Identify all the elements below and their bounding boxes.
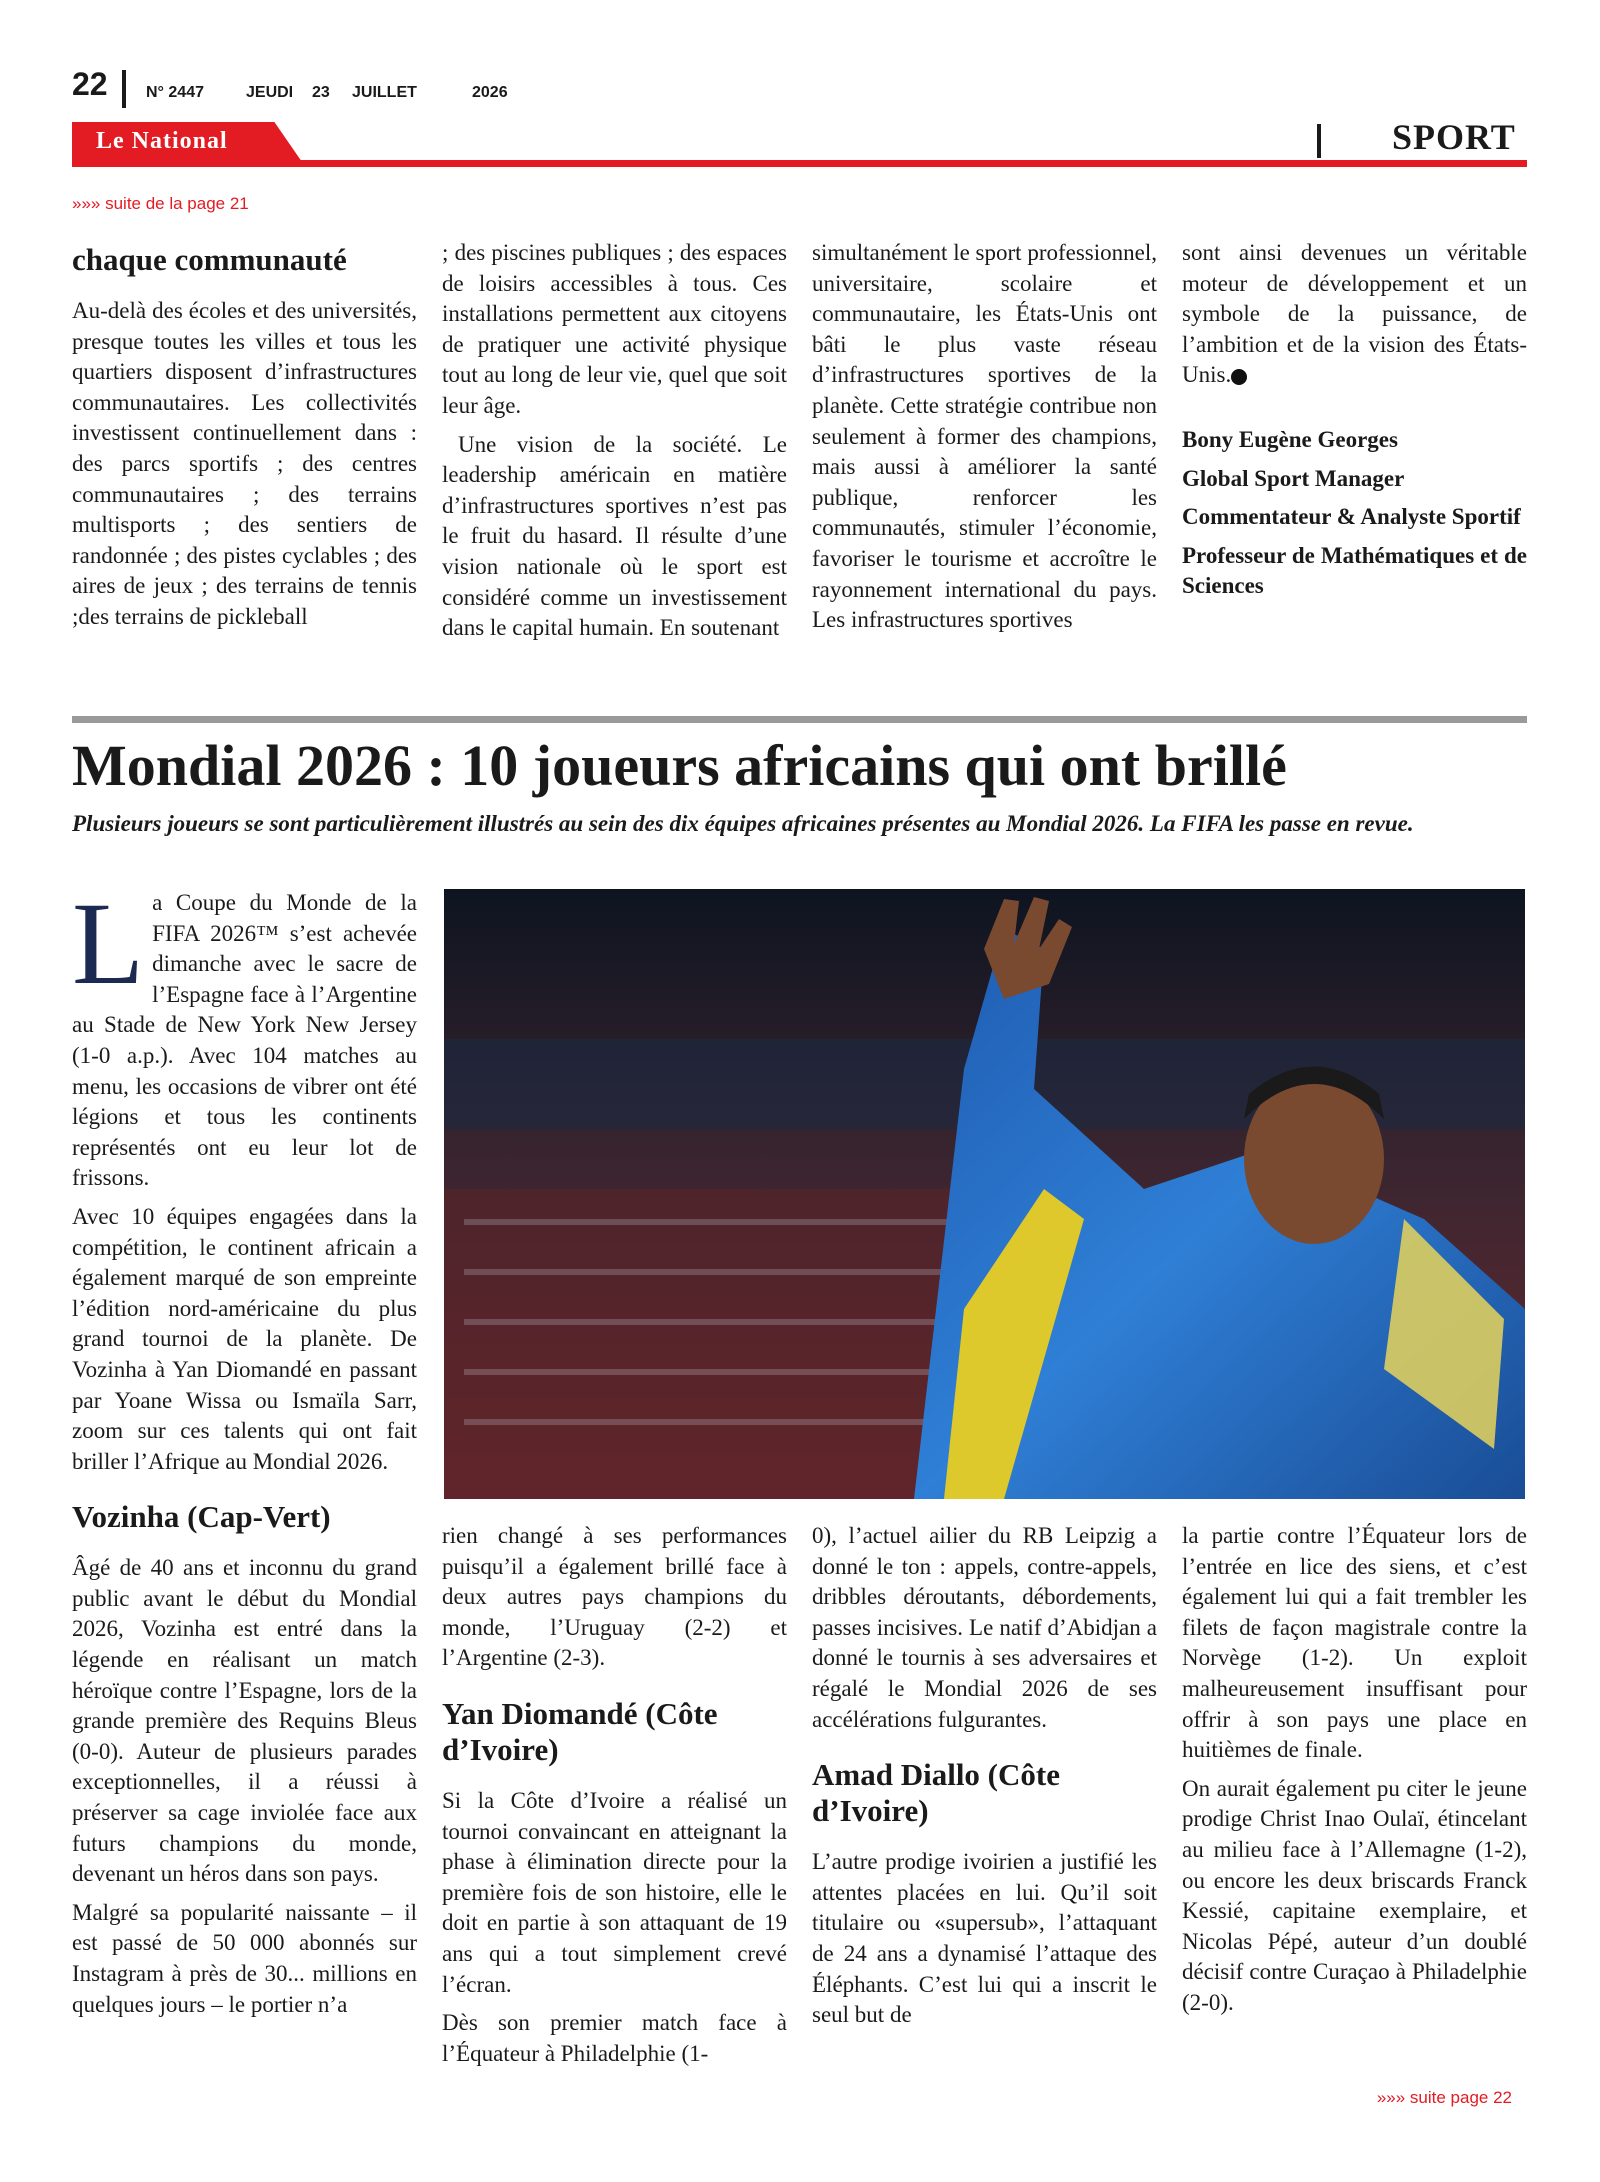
issue-number: N° 2447 — [146, 84, 204, 101]
issue-date: 23 — [312, 84, 330, 101]
top-article-column-2 — [442, 238, 787, 652]
article-paragraph: rien changé à ses performances puisqu’il a également brillé face à deux autres pays champions du monde, l’Uruguay (2-2) et l’Argentine (2-3). — [442, 1523, 787, 1671]
drop-cap: L — [72, 878, 145, 1009]
article-standfirst: Plusieurs joueurs se sont particulièrement illustrés au sein des dix équipes africaines présentes au Mondial 2026. La FIFA les passe en revue. — [72, 811, 1414, 836]
article-paragraph: On aurait également pu citer le jeune prodige Christ Inao Oulaï, étincelant au milieu face à l’Allemagne (1-2), ou encore les deux briscards Franck Kessié, capitaine exemplaire, et Nicolas Pépé, auteur d’un doublé décisif contre Curaçao à Philadelphie (2-0). — [1182, 1775, 1527, 2015]
section-title: SPORT — [1392, 117, 1516, 157]
article-paragraph: Dès son premier match face à l’Équateur à Philadelphie (1- — [442, 2010, 787, 2066]
main-article-column-4 — [1182, 1521, 1527, 2027]
top-article-paragraph: simultanément le sport professionnel, universitaire, scolaire et communautaire, les États-Unis ont bâti le plus vaste réseau d’infrastructures sportives de la planète. Cette stratégie contribue non seulement à former des champions, mais aussi à améliorer la santé publique, renforcer les communautés, stimuler l’économie, favoriser le tourisme et accroître le rayonnement international du pays. Les infrastructures sportives — [812, 240, 1157, 633]
article-paragraph: la partie contre l’Équateur lors de l’entrée en lice des siens, et c’est également lui qui a fait trembler les filets de façon magistrale contre la Norvège (1-2). Un exploit malheureusement insuffisant pour offrir à son pays une place en huitièmes de finale. — [1182, 1523, 1527, 1763]
article-subhead: Amad Diallo (Côte d’Ivoire) — [812, 1757, 1060, 1829]
main-article-column-2 — [442, 1521, 787, 2077]
top-article-paragraph: sont ainsi devenues un véritable moteur de développement et un symbole de la puissance, de l’ambition et de la vision des États-Unis. — [1182, 240, 1527, 388]
issue-day: JEUDI — [246, 84, 294, 101]
top-article-paragraph: ; des piscines publiques ; des espaces de loisirs accessibles à tous. Ces installations permettent aux citoyens de pratiquer une activité physique tout au long de leur vie, quel que soit leur âge. — [442, 240, 787, 418]
issue-month: JUILLET — [352, 84, 417, 101]
top-article-column-3 — [812, 238, 1157, 644]
section-divider — [1317, 124, 1321, 158]
article-paragraph: 0), l’actuel ailier du RB Leipzig a donné le ton : appels, contre-appels, dribbles déroutants, débordements, passes incisives. Le natif d’Abidjan a donné le tournis à ses adversaires et régalé le Mondial 2026 de ses accélérations fulgurantes. — [812, 1523, 1157, 1732]
article-paragraph: Malgré sa popularité naissante – il est passé de 50 000 abonnés sur Instagram à près de 30... millions en quelques jours – le portier n’a — [72, 1899, 417, 2017]
article-headline: Mondial 2026 : 10 joueurs africains qui ont brillé — [72, 733, 1287, 798]
top-article-subhead: chaque communauté — [72, 242, 347, 277]
author-name: Bony Eugène Georges — [1182, 426, 1398, 452]
continued-next-link[interactable]: »»» suite page 22 — [1376, 2088, 1512, 2107]
main-article-column-1 — [72, 878, 417, 2028]
article-paragraph: Avec 10 équipes engagées dans la compétition, le continent africain a également marqué de son empreinte l’édition nord-américaine du plus grand tournoi de la planète. De Vozinha à Yan Diomandé en passant par Yoane Wissa ou Ismaïla Sarr, zoom sur ces talents qui ont fait briller l’Afrique au Mondial 2026. — [72, 1203, 417, 1474]
page-number: 22 — [72, 66, 108, 102]
article-paragraph: a Coupe du Monde de la FIFA 2026™ s’est achevée dimanche avec le sacre de l’Espagne face à l’Argentine au Stade de New York New Jersey (1-0 a.p.). Avec 104 matches au menu, les occasions de vibrer ont été légions et tous les continents représentés ont eu leur lot de frissons. — [72, 890, 417, 1191]
continued-from-link[interactable]: »»» suite de la page 21 — [72, 194, 249, 213]
article-paragraph: L’autre prodige ivoirien a justifié les attentes placées en lui. Qu’il soit titulaire ou «supersub», l’attaquant de 24 ans a dynamisé l’attaque des Éléphants. C’est lui qui a inscrit le seul but de — [812, 1849, 1157, 2028]
article-subhead: Vozinha (Cap-Vert) — [72, 1499, 331, 1535]
article-separator — [72, 716, 1527, 723]
author-role: Commentateur & Analyste Sportif — [1182, 504, 1521, 530]
header-rule — [72, 160, 1527, 167]
top-article-column-1 — [72, 242, 417, 641]
issue-year: 2026 — [472, 84, 508, 101]
article-subhead: Yan Diomandé (Côte d’Ivoire) — [442, 1695, 718, 1767]
article-photo — [444, 889, 1525, 1499]
brand-logo: Le National — [96, 128, 228, 154]
author-role: Global Sport Manager — [1182, 465, 1405, 491]
author-signature — [1182, 425, 1527, 602]
top-article-column-4 — [1182, 238, 1527, 610]
top-article-paragraph: Au-delà des écoles et des universités, presque toutes les villes et tous les quartiers disposent d’infrastructures communautaires. Les collectivités investissent continuellement dans : des parcs sportifs ; des centres communautaires ; des terrains multisports ; des sentiers de randonnée ; des pistes cyclables ; des aires de jeux ; des terrains de tennis ;des terrains de pickleball — [72, 298, 417, 629]
top-article-paragraph: Une vision de la société. Le leadership américain en matière d’infrastructures sportives n’est pas le fruit du hasard. Il résulte d’une vision nationale où le sport est considéré comme un investissement dans le capital humain. En soutenant — [442, 431, 787, 641]
author-role: Professeur de Mathématiques et de Sciences — [1182, 542, 1527, 599]
article-paragraph: Âgé de 40 ans et inconnu du grand public avant le début du Mondial 2026, Vozinha est entré dans la légende en réalisant un match héroïque contre l’Espagne, lors de la grande première des Requins Bleus (0-0). Auteur de plusieurs parades exceptionnelles, il a réussi à préserver sa cage inviolée face aux futurs champions du monde, devenant un héros dans son pays. — [72, 1555, 417, 1887]
page-number-divider — [122, 70, 126, 108]
main-article-column-3 — [812, 1521, 1157, 2039]
end-of-article-icon — [1231, 369, 1247, 385]
article-paragraph: Si la Côte d’Ivoire a réalisé un tournoi convaincant en atteignant la phase à élimination directe pour la première fois de son histoire, elle le doit en partie à son attaquant de 19 ans qui a tout simplement crevé l’écran. — [442, 1787, 787, 1997]
